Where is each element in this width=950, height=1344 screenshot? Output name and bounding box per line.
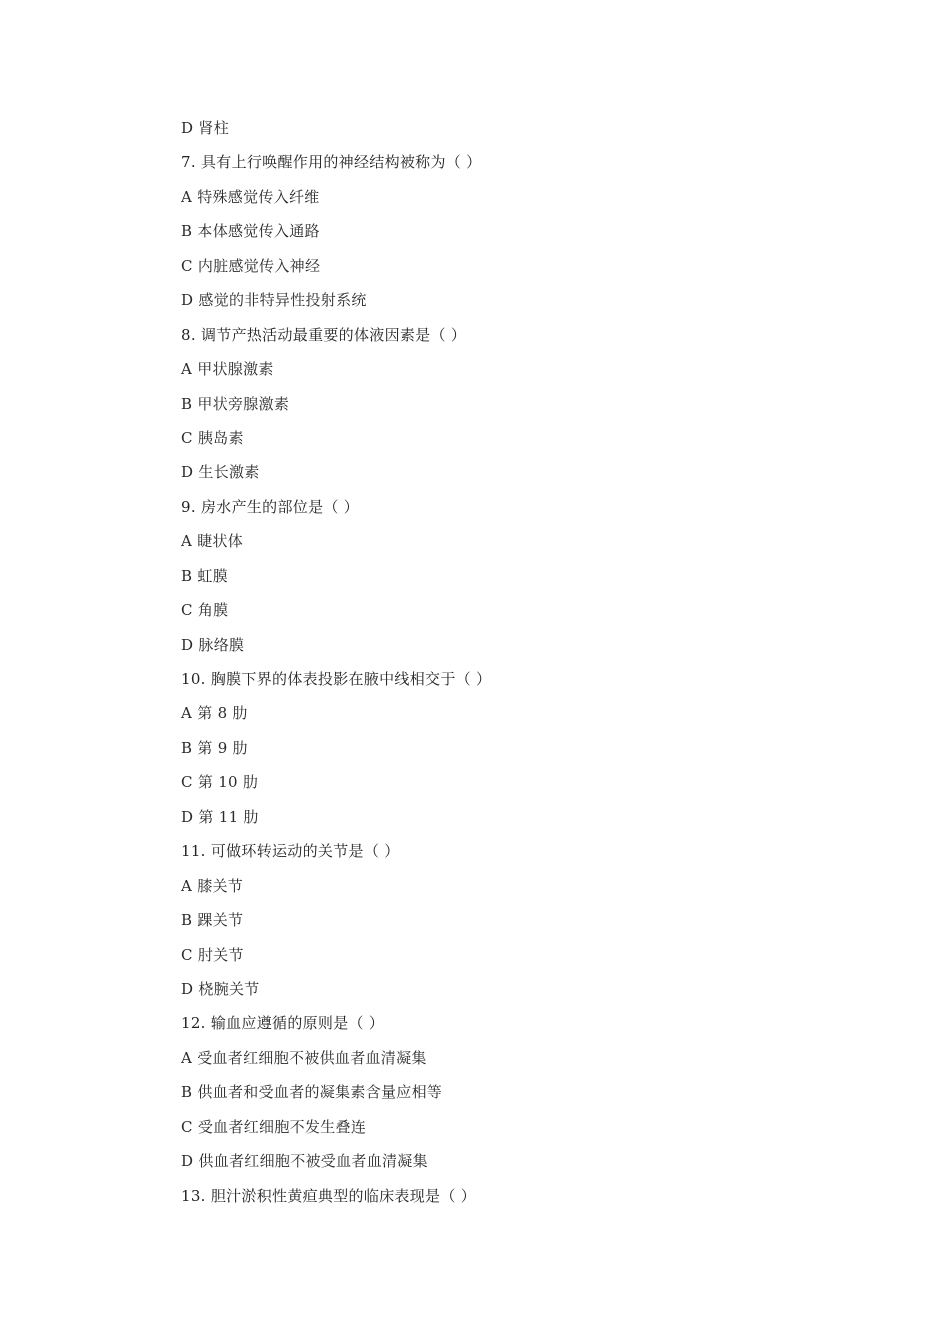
answer-option: A 膝关节 xyxy=(181,876,244,895)
answer-option: D 脉络膜 xyxy=(181,635,245,654)
document-body xyxy=(181,111,881,1213)
answer-option: B 本体感觉传入通路 xyxy=(181,222,320,241)
answer-option: A 甲状腺激素 xyxy=(181,360,274,379)
answer-option: A 睫状体 xyxy=(181,532,244,551)
question-text: 13. 胆汁淤积性黄疸典型的临床表现是（ ） xyxy=(181,1186,476,1205)
question-text: 12. 输血应遵循的原则是（ ） xyxy=(181,1014,385,1033)
answer-option: D 桡腕关节 xyxy=(181,979,260,998)
answer-option: C 角膜 xyxy=(181,601,229,620)
answer-option: C 内脏感觉传入神经 xyxy=(181,256,321,275)
answer-option: B 第 9 肋 xyxy=(181,738,248,757)
answer-option: D 供血者红细胞不被受血者血清凝集 xyxy=(181,1152,428,1171)
answer-option: A 受血者红细胞不被供血者血清凝集 xyxy=(181,1048,427,1067)
answer-option: C 肘关节 xyxy=(181,945,244,964)
question-text: 11. 可做环转运动的关节是（ ） xyxy=(181,842,400,861)
answer-option: B 甲状旁腺激素 xyxy=(181,394,290,413)
question-text: 9. 房水产生的部位是（ ） xyxy=(181,497,360,516)
question-text: 8. 调节产热活动最重要的体液因素是（ ） xyxy=(181,325,467,344)
answer-option: D 生长激素 xyxy=(181,463,260,482)
answer-option: B 虹膜 xyxy=(181,566,228,585)
answer-option: B 踝关节 xyxy=(181,911,244,930)
answer-option: D 感觉的非特异性投射系统 xyxy=(181,291,367,310)
answer-option: B 供血者和受血者的凝集素含量应相等 xyxy=(181,1083,443,1102)
answer-option: A 特殊感觉传入纤维 xyxy=(181,187,320,206)
answer-option: D 第 11 肋 xyxy=(181,807,259,826)
answer-option: C 受血者红细胞不发生叠连 xyxy=(181,1117,367,1136)
answer-option: A 第 8 肋 xyxy=(181,704,248,723)
question-text: 10. 胸膜下界的体表投影在腋中线相交于（ ） xyxy=(181,670,492,688)
question-text: 7. 具有上行唤醒作用的神经结构被称为（ ） xyxy=(181,153,482,172)
answer-option: D 肾柱 xyxy=(181,119,229,137)
answer-option: C 胰岛素 xyxy=(181,428,244,447)
answer-option: C 第 10 肋 xyxy=(181,773,259,792)
